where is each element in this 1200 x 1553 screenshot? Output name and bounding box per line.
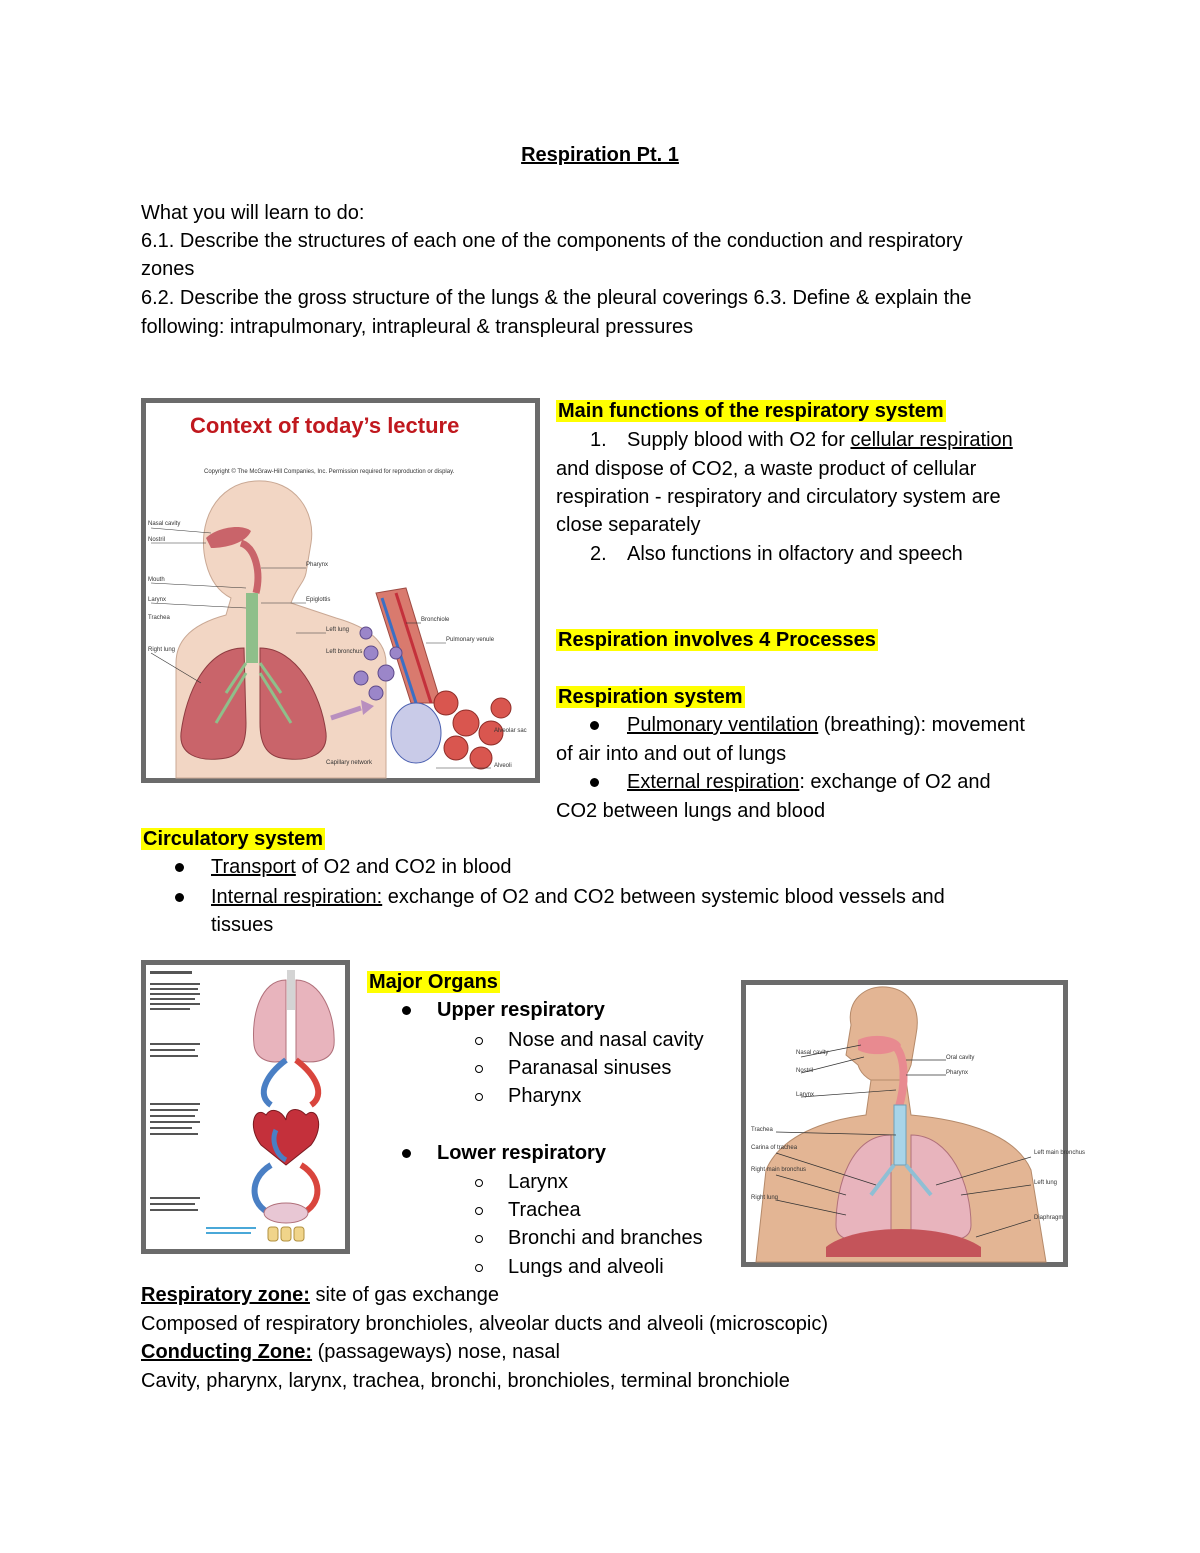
circle-bullet <box>475 1264 483 1272</box>
external-respiration-term: External respiration <box>627 771 800 793</box>
circulatory-heading <box>141 825 325 853</box>
label-alveoli: Alveoli <box>494 763 512 769</box>
function-1-text: Supply blood with O2 for <box>627 429 851 451</box>
external-respiration-line <box>627 768 991 796</box>
label-nasal-cavity: Nasal cavity <box>796 1050 829 1056</box>
label-pulmonary-venule: Pulmonary venule <box>446 637 495 643</box>
label-capillary-network: Capillary network <box>326 760 373 766</box>
bullet-dot <box>590 721 599 730</box>
label-right-lung: Right lung <box>148 647 176 653</box>
bullet-external-respiration <box>590 768 599 796</box>
label-carina: Carina of trachea <box>751 1145 798 1151</box>
bullet-upper <box>402 996 411 1024</box>
sub-bullet <box>475 1026 483 1054</box>
internal-respiration-term: Internal respiration: <box>211 886 383 908</box>
label-trachea: Trachea <box>751 1127 773 1133</box>
respiratory-zone-composition: Composed of respiratory bronchioles, alveolar ducts and alveoli (microscopic) <box>141 1313 828 1335</box>
bullet-lower <box>402 1139 411 1167</box>
conducting-zone-line <box>141 1338 560 1366</box>
lower-item-trachea: Trachea <box>508 1199 581 1221</box>
pulmonary-ventilation-term: Pulmonary ventilation <box>627 714 819 736</box>
main-functions-heading-text: Main functions of the respiratory system <box>558 400 944 422</box>
label-left-lung: Left lung <box>326 627 350 633</box>
sub-bullet <box>475 1082 483 1110</box>
processes-diagram <box>146 965 345 1249</box>
cellular-respiration-term: cellular respiration <box>850 429 1013 451</box>
processes-heading-text: Respiration involves 4 Processes <box>558 629 876 651</box>
conducting-zone-term: Conducting Zone: <box>141 1341 313 1363</box>
bullet-internal-respiration <box>175 883 184 911</box>
external-respiration-desc: : exchange of O2 and <box>799 771 991 793</box>
objective-6-1: 6.1. Describe the structures of each one of the components of the conduction and respiratory <box>141 230 963 252</box>
bullet-dot <box>590 778 599 787</box>
function-1-cont-3: close separately <box>556 514 701 536</box>
circle-bullet <box>475 1065 483 1073</box>
main-functions-heading <box>556 397 946 425</box>
conducting-zone-structures: Cavity, pharynx, larynx, trachea, bronchi, bronchioles, terminal bronchiole <box>141 1370 790 1392</box>
upper-item-pharynx: Pharynx <box>508 1085 582 1107</box>
circle-bullet <box>475 1235 483 1243</box>
label-bronchiole: Bronchiole <box>421 617 450 623</box>
respiration-system-heading <box>556 683 745 711</box>
sub-bullet <box>475 1224 483 1252</box>
torso-anatomy-illustration <box>746 985 1063 1262</box>
label-trachea: Trachea <box>148 615 170 621</box>
circulatory-heading-text: Circulatory system <box>143 828 324 850</box>
function-1-cont-1: and dispose of CO2, a waste product of cellular <box>556 458 977 480</box>
label-diaphragm: Diaphragm <box>1034 1215 1064 1221</box>
figure-copyright: Copyright © The McGraw-Hill Companies, Inc. Permission required for reproduction or display. <box>204 469 455 475</box>
function-2-num: 2. <box>590 543 607 565</box>
objective-6-1-cont: zones <box>141 258 195 280</box>
circle-bullet <box>475 1207 483 1215</box>
lower-item-larynx: Larynx <box>508 1171 569 1193</box>
figure-title: Context of today’s lecture <box>190 413 460 438</box>
sub-bullet <box>475 1253 483 1281</box>
label-nostril: Nostril <box>796 1068 814 1074</box>
respiratory-zone-desc: site of gas exchange <box>309 1284 499 1306</box>
bullet-dot <box>175 863 184 872</box>
internal-respiration-cont: tissues <box>211 914 274 936</box>
label-nasal-cavity: Nasal cavity <box>148 521 181 527</box>
label-larynx: Larynx <box>796 1092 815 1098</box>
label-pharynx: Pharynx <box>306 562 329 568</box>
bullet-dot <box>402 1149 411 1158</box>
pulmonary-ventilation-cont: of air into and out of lungs <box>556 743 787 765</box>
internal-respiration-desc: exchange of O2 and CO2 between systemic blood vessels and <box>382 886 945 908</box>
label-left-lung: Left lung <box>1034 1180 1058 1186</box>
label-pharynx: Pharynx <box>946 1070 969 1076</box>
label-left-main-bronchus: Left main bronchus <box>1034 1150 1086 1156</box>
respiratory-zone-line <box>141 1281 499 1309</box>
figure-respiratory-anatomy <box>741 980 1086 1267</box>
pulmonary-ventilation-line <box>627 711 1025 739</box>
bullet-dot <box>402 1006 411 1015</box>
external-respiration-cont: CO2 between lungs and blood <box>556 800 826 822</box>
page-title: Respiration Pt. 1 <box>521 144 679 166</box>
circle-bullet <box>475 1093 483 1101</box>
major-organs-heading-text: Major Organs <box>369 971 498 993</box>
objective-6-2: 6.2. Describe the gross structure of the lungs & the pleural coverings 6.3. Define & explain the <box>141 287 972 309</box>
major-organs-heading <box>367 968 500 996</box>
objective-6-2-cont: following: intrapulmonary, intrapleural & transpleural pressures <box>141 316 694 338</box>
upper-item-sinuses: Paranasal sinuses <box>508 1057 672 1079</box>
label-epiglottis: Epiglottis <box>306 597 331 603</box>
upper-respiratory-label: Upper respiratory <box>437 999 605 1021</box>
label-nostril: Nostril <box>148 537 166 543</box>
label-oral-cavity: Oral cavity <box>946 1055 975 1061</box>
upper-item-nose: Nose and nasal cavity <box>508 1029 704 1051</box>
circle-bullet <box>475 1179 483 1187</box>
function-1-cont-2: respiration - respiratory and circulatory system are <box>556 486 1001 508</box>
lower-item-bronchi: Bronchi and branches <box>508 1227 703 1249</box>
label-mouth: Mouth <box>148 577 165 583</box>
circle-bullet <box>475 1037 483 1045</box>
lower-respiratory-label: Lower respiratory <box>437 1142 606 1164</box>
lower-item-lungs: Lungs and alveoli <box>508 1256 664 1278</box>
transport-line <box>211 853 512 881</box>
bullet-dot <box>175 893 184 902</box>
label-right-lung: Right lung <box>751 1195 779 1201</box>
label-right-main-bronchus: Right main bronchus <box>751 1167 807 1173</box>
respiratory-zone-term: Respiratory zone: <box>141 1284 310 1306</box>
intro-heading: What you will learn to do: <box>141 202 365 224</box>
conducting-zone-desc: (passageways) nose, nasal <box>312 1341 560 1363</box>
label-larynx: Larynx <box>148 597 167 603</box>
bullet-pulmonary-ventilation <box>590 711 599 739</box>
bullet-transport <box>175 853 184 881</box>
transport-term: Transport <box>211 856 296 878</box>
figure-four-processes <box>141 960 350 1254</box>
function-1-num: 1. <box>590 429 607 451</box>
respiratory-tract-illustration <box>146 403 535 778</box>
respiration-system-heading-text: Respiration system <box>558 686 743 708</box>
figure-respiratory-overview <box>141 398 540 783</box>
internal-respiration-line <box>211 883 945 911</box>
function-1-line <box>627 426 1013 454</box>
label-alveolar-sac: Alveolar sac <box>494 728 527 734</box>
pulmonary-ventilation-desc: (breathing): movement <box>818 714 1025 736</box>
sub-bullet <box>475 1168 483 1196</box>
transport-desc: of O2 and CO2 in blood <box>295 856 512 878</box>
sub-bullet <box>475 1054 483 1082</box>
function-2-text: Also functions in olfactory and speech <box>627 543 963 565</box>
label-left-bronchus: Left bronchus <box>326 649 363 655</box>
sub-bullet <box>475 1196 483 1224</box>
processes-heading <box>556 626 878 654</box>
